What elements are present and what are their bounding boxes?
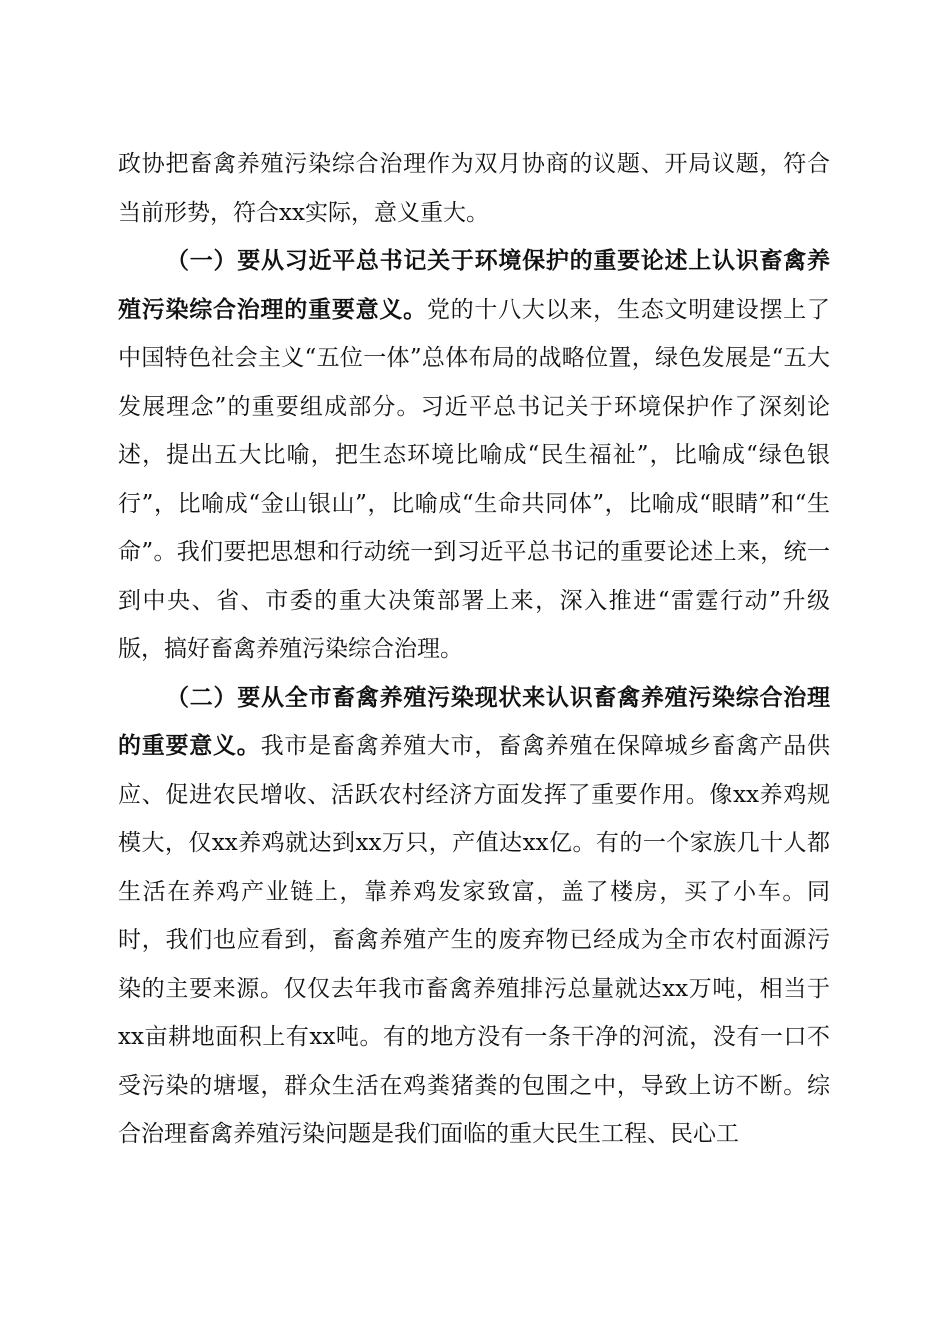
- paragraph-text: 我市是畜禽养殖大市，畜禽养殖在保障城乡畜禽产品供应、促进农民增收、活跃农村经济方面发挥了重要作用。像xx养鸡规模大，仅xx养鸡就达到xx万只，产值达xx亿。有的一个家族几十人都生活在养鸡产业链上，靠养鸡发家致富，盖了楼房，买了小车。同时，我们也应看到，畜禽养殖产生的废弃物已经成为全市农村面源污染的主要来源。仅仅去年我市畜禽养殖排污总量就达xx万吨，相当于xx亩耕地面积上有xx吨。有的地方没有一条干净的河流，没有一口不受污染的塘堰，群众生活在鸡粪猪粪的包围之中，导致上访不断。综合治理畜禽养殖污染问题是我们面临的重大民生工程、民心工: [118, 733, 831, 1147]
- paragraph-text: 党的十八大以来，生态文明建设摆上了中国特色社会主义“五位一体”总体布局的战略位置，绿色发展是“五大发展理念”的重要组成部分。习近平总书记关于环境保护作了深刻论述，提出五大比喻，把生态环境比喻成“民生福祉”，比喻成“绿色银行”，比喻成“金山银山”，比喻成“生命共同体”，比喻成“眼睛”和“生命”。我们要把思想和行动统一到习近平总书记的重要论述上来，统一到中央、省、市委的重大决策部署上来，深入推进“雷霆行动”升级版，搞好畜禽养殖污染综合治理。: [118, 296, 831, 662]
- paragraph-continuation: [118, 140, 830, 237]
- section-heading-1: （一）要从习近平总书记关于环境保护的重要论述上认识畜禽养殖污染综合治理的重要意义。: [118, 247, 830, 323]
- document-body: [118, 140, 830, 1159]
- section-heading-2: （二）要从全市畜禽养殖污染现状来认识畜禽养殖污染综合治理的重要意义。: [118, 683, 830, 759]
- paragraph-section-1: [118, 237, 830, 674]
- paragraph-text: 政协把畜禽养殖污染综合治理作为双月协商的议题、开局议题，符合当前形势，符合xx实际，意义重大。: [118, 151, 830, 226]
- paragraph-section-2: [118, 674, 830, 1159]
